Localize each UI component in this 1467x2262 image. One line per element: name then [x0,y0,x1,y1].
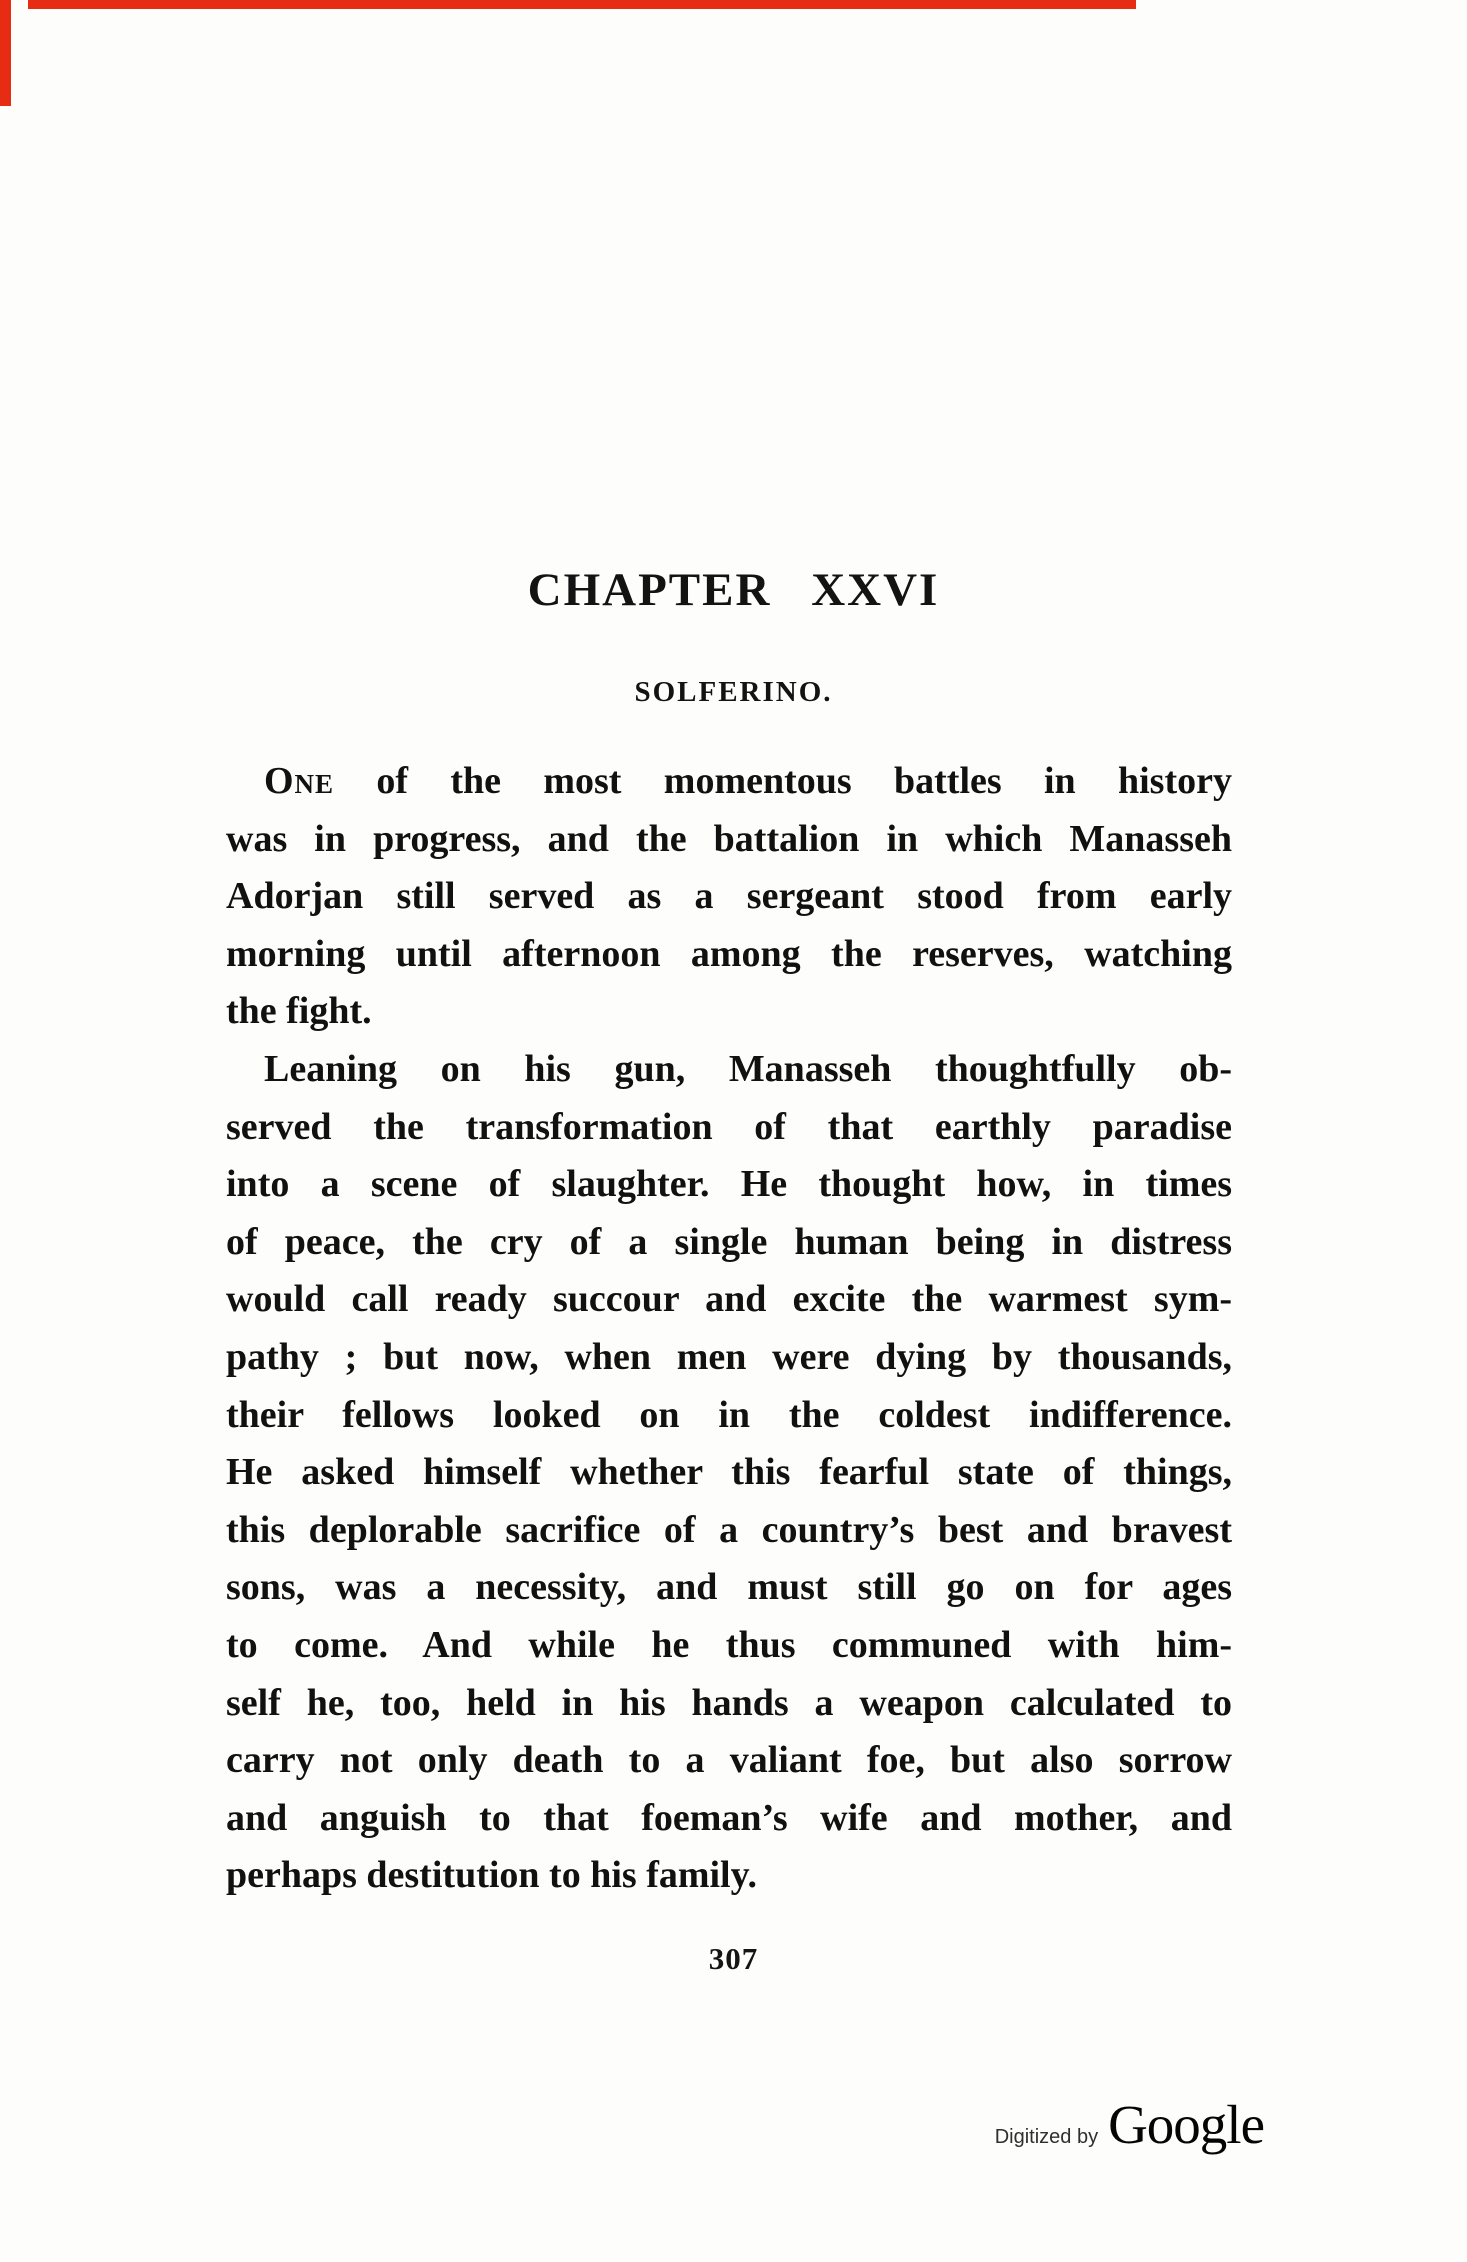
text-line: One of the most momentous battles in history [264,760,1232,802]
scan-artifact-top-edge [28,0,1136,9]
text-line: sons, was a necessity, and must still go on for ages [226,1566,1232,1609]
scan-artifact-left-edge [0,0,11,106]
text-line: Adorjan still served as a sergeant stood from early [226,875,1232,918]
text-line: this deplorable sacrifice of a country’s best and bravest [226,1508,1232,1551]
chapter-heading: CHAPTER XXVI [527,564,940,616]
text-line: was in progress, and the battalion in which Manasseh [226,817,1232,860]
digitization-footer [995,2093,1264,2156]
text-line: would call ready succour and excite the warmest sym- [226,1278,1232,1321]
page-number: 307 [708,1941,759,1976]
text-line: morning until afternoon among the reserves, watching [226,932,1232,975]
text-line: into a scene of slaughter. He thought how, in times [226,1163,1232,1206]
text-line: perhaps destitution to his family. [226,1854,758,1897]
text-line: of peace, the cry of a single human being in distress [226,1220,1232,1263]
text-line: the fight. [226,990,372,1033]
text-line: Leaning on his gun, Manasseh thoughtfully ob- [264,1047,1232,1090]
text-line: He asked himself whether this fearful state of things, [226,1451,1232,1494]
digitized-by-label: Digitized by [994,2126,1099,2148]
google-logo: Google [1108,2094,1264,2155]
text-line: carry not only death to a valiant foe, but also sorrow [226,1739,1232,1782]
body-text [226,753,1232,1905]
smallcaps-lead-word: One [264,760,335,802]
text-line: served the transformation of that earthly paradise [226,1105,1232,1148]
text-line: and anguish to that foeman’s wife and mother, and [226,1796,1232,1839]
text-line: their fellows looked on in the coldest indifference. [226,1393,1232,1436]
text-line: pathy ; but now, when men were dying by thousands, [226,1335,1232,1378]
text-line: to come. And while he thus communed with him- [226,1623,1232,1666]
chapter-subtitle: SOLFERINO. [634,676,833,708]
text-line: self he, too, held in his hands a weapon calculated to [226,1681,1232,1724]
